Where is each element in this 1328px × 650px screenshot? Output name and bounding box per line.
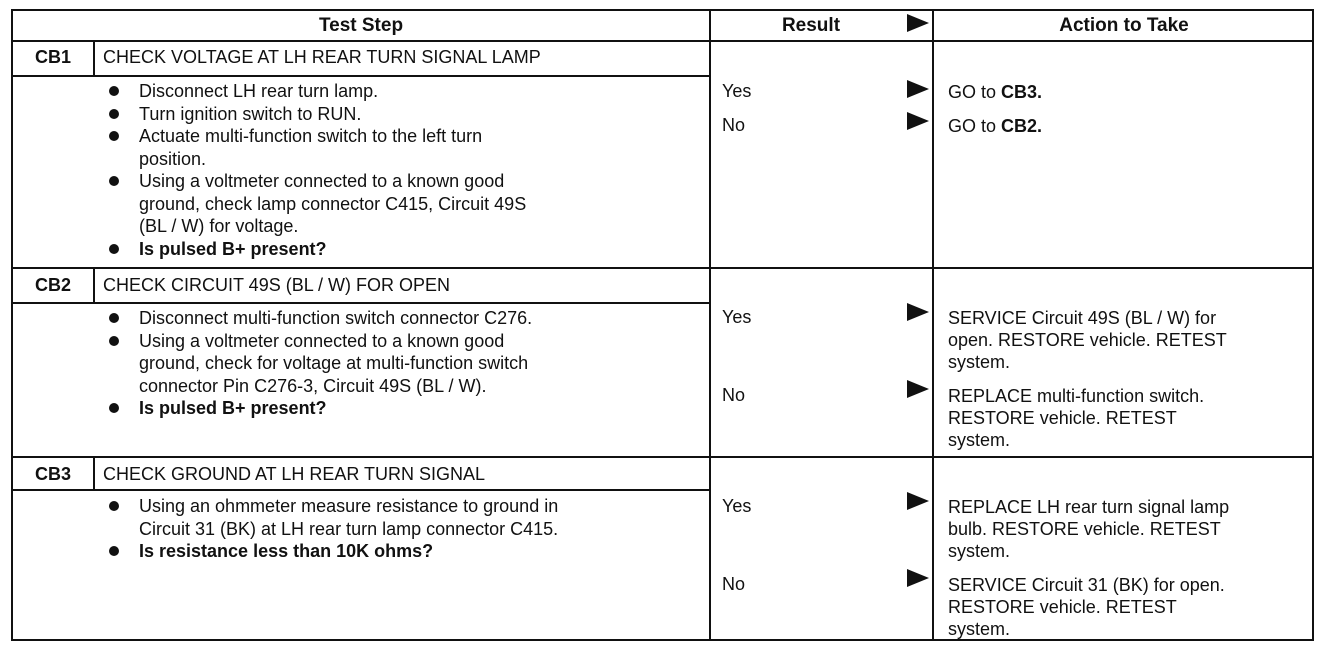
step-title-underline bbox=[13, 489, 709, 491]
step-code-cb3: CB3 bbox=[34, 464, 71, 484]
bullet-text: Using a voltmeter connected to a known good ground, check for voltage at multi-function switch connector Pin C276-3, Circuit 49S (BL / W). bbox=[139, 330, 529, 396]
bullet-icon bbox=[109, 244, 119, 254]
step-bullets-cb1 bbox=[103, 80, 703, 260]
bullet-icon bbox=[109, 86, 119, 96]
bullet-icon bbox=[109, 403, 119, 413]
bullet-icon bbox=[109, 546, 119, 556]
list-item bbox=[103, 397, 703, 420]
col-divider-step-result bbox=[709, 11, 711, 639]
result-no: No bbox=[722, 574, 746, 594]
list-item bbox=[103, 540, 703, 563]
bullet-text: Using an ohmmeter measure resistance to ground in Circuit 31 (BK) at LH rear turn lamp connector C415. bbox=[139, 496, 559, 539]
step-code-divider bbox=[93, 456, 95, 489]
result-arrow-icon bbox=[907, 112, 929, 130]
action-text: GO to CB3. bbox=[948, 82, 1043, 102]
result-arrow-icon bbox=[907, 303, 929, 321]
result-arrow-icon bbox=[907, 80, 929, 98]
row-divider bbox=[13, 456, 1312, 458]
list-item bbox=[103, 103, 703, 126]
step-code-divider bbox=[93, 40, 95, 75]
bullet-question: Is resistance less than 10K ohms? bbox=[139, 541, 434, 561]
step-code-divider bbox=[93, 267, 95, 302]
action-text: REPLACE LH rear turn signal lamp bulb. RESTORE vehicle. RETEST system. bbox=[948, 497, 1230, 561]
step-title-underline bbox=[13, 302, 709, 304]
bullet-icon bbox=[109, 501, 119, 511]
bullet-text: Using a voltmeter connected to a known good ground, check lamp connector C415, Circuit 49S (BL / W) for voltage. bbox=[139, 171, 527, 236]
result-no: No bbox=[722, 385, 746, 405]
result-yes: Yes bbox=[722, 307, 752, 327]
bullet-text: Disconnect multi-function switch connector C276. bbox=[139, 308, 533, 328]
action-text: SERVICE Circuit 49S (BL / W) for open. RESTORE vehicle. RETEST system. bbox=[948, 308, 1227, 372]
list-item bbox=[103, 125, 703, 170]
diagnostic-table bbox=[11, 9, 1314, 641]
result-yes: Yes bbox=[722, 81, 752, 101]
result-arrow-icon bbox=[907, 569, 929, 587]
result-no: No bbox=[722, 115, 746, 135]
action-text: GO to CB2. bbox=[948, 116, 1043, 136]
bullet-icon bbox=[109, 176, 119, 186]
list-item bbox=[103, 80, 703, 103]
row-divider bbox=[13, 267, 1312, 269]
result-arrow-icon bbox=[907, 380, 929, 398]
bullet-text: Disconnect LH rear turn lamp. bbox=[139, 81, 379, 101]
step-title-cb3: CHECK GROUND AT LH REAR TURN SIGNAL bbox=[103, 464, 486, 484]
header-result: Result bbox=[781, 15, 841, 36]
step-code-cb1: CB1 bbox=[34, 47, 71, 67]
list-item bbox=[103, 307, 703, 330]
list-item bbox=[103, 330, 703, 398]
header-divider bbox=[13, 40, 1312, 42]
bullet-icon bbox=[109, 336, 119, 346]
action-text: REPLACE multi-function switch. RESTORE vehicle. RETEST system. bbox=[948, 386, 1205, 450]
header-test-step: Test Step bbox=[318, 15, 404, 36]
bullet-question: Is pulsed B+ present? bbox=[139, 398, 327, 418]
col-divider-result-action bbox=[932, 11, 934, 639]
bullet-icon bbox=[109, 109, 119, 119]
bullet-text: Turn ignition switch to RUN. bbox=[139, 103, 362, 124]
result-yes: Yes bbox=[722, 496, 752, 516]
step-title-cb2: CHECK CIRCUIT 49S (BL / W) FOR OPEN bbox=[103, 275, 451, 295]
bullet-question: Is pulsed B+ present? bbox=[139, 238, 327, 259]
step-code-cb2: CB2 bbox=[34, 275, 71, 295]
list-item bbox=[103, 170, 703, 238]
result-arrow-icon bbox=[907, 492, 929, 510]
step-bullets-cb2 bbox=[103, 307, 703, 420]
bullet-icon bbox=[109, 131, 119, 141]
step-bullets-cb3 bbox=[103, 495, 703, 563]
list-item bbox=[103, 238, 703, 261]
header-arrow-icon bbox=[907, 14, 929, 32]
bullet-text: Actuate multi-function switch to the left turn position. bbox=[139, 126, 483, 169]
header-action: Action to Take bbox=[1059, 15, 1189, 36]
step-title-underline bbox=[13, 75, 709, 77]
bullet-icon bbox=[109, 313, 119, 323]
list-item bbox=[103, 495, 703, 540]
action-text: SERVICE Circuit 31 (BK) for open. RESTORE vehicle. RETEST system. bbox=[948, 575, 1225, 639]
step-title-cb1: CHECK VOLTAGE AT LH REAR TURN SIGNAL LAMP bbox=[103, 47, 541, 67]
